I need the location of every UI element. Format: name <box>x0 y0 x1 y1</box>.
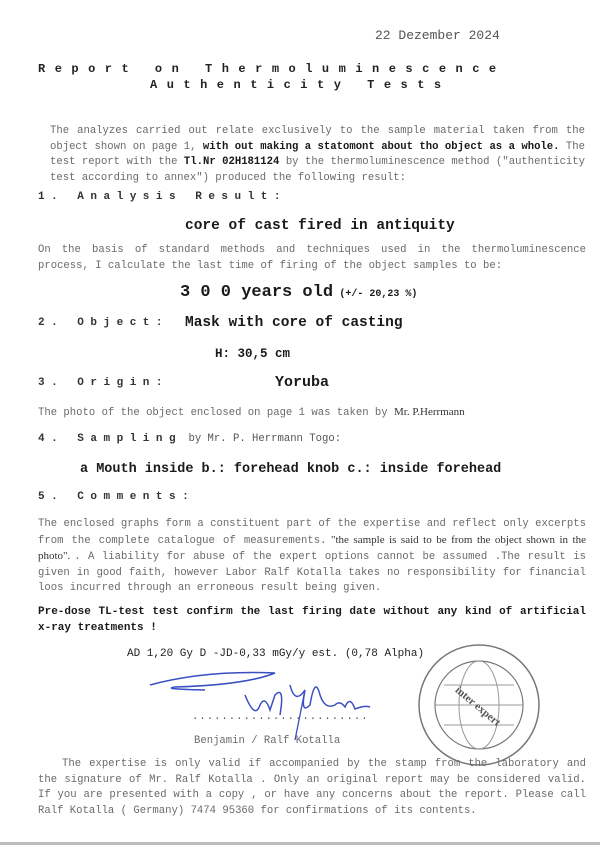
sampling-by: by Mr. P. Herrmann Togo: <box>188 433 342 445</box>
report-title-line1: Report on Thermoluminescence <box>38 62 506 76</box>
section2-heading: 2. Object: <box>38 317 170 329</box>
comments-text-2: . A liability for abuse of the expert options cannot be assumed .The result is given in good faith, however Labor Ralf Kotalla takes no responsibility for financial loos incurred through an erroneous result being given. <box>38 551 586 594</box>
intro-text: The analyzes carried out relate exclusively to the sample material taken from the object shown on page 1, <box>50 125 585 153</box>
report-date: 22 Dezember 2024 <box>375 28 500 43</box>
analysis-result: core of cast fired in antiquity <box>185 218 455 234</box>
signer-name: Benjamin / Ralf Kotalla <box>194 735 341 747</box>
validity-footer: The expertise is only valid if accompanied by the stamp from the laboratory and the signature of Mr. Ralf Kotalla . Only an original report may be considered valid. If you are presented with a copy , or have any concerns about the report. Please call Ralf Kotalla ( Germany) 7474 95360 for confirmations of its contents. <box>38 758 586 817</box>
photo-by: Mr. P.Herrmann <box>394 406 465 418</box>
predose-statement: Pre-dose TL-test test confirm the last firing date without any kind of artificial x-ray treatments ! <box>38 606 586 634</box>
signature <box>145 665 425 740</box>
section3-heading: 3. Origin: <box>38 377 170 389</box>
intro-paragraph <box>50 124 585 186</box>
age-tolerance: (+/- 20,23 %) <box>339 289 418 300</box>
age-result <box>180 283 417 302</box>
photo-note <box>38 406 465 419</box>
origin-value: Yoruba <box>275 374 330 391</box>
report-title-line2: Authenticity Tests <box>150 78 451 92</box>
svg-text:inter expert: inter expert <box>452 684 503 729</box>
sample-locations: a Mouth inside b.: forehead knob c.: inside forehead <box>80 462 502 477</box>
age-value: 3 0 0 years old <box>180 283 334 302</box>
section1-heading: 1. Analysis Result: <box>38 191 287 203</box>
dose-values: AD 1,20 Gy D -JD-0,33 mGy/y est. (0,78 Alpha) <box>127 648 425 660</box>
test-number: Tl.Nr 02H181124 <box>183 156 280 168</box>
intro-text-2: The test report with the <box>50 140 585 168</box>
laboratory-stamp <box>414 640 544 770</box>
section4-heading: 4. Sampling <box>38 433 183 445</box>
intro-text-3: by the thermoluminescence method ("authenticity test according to annex") produced the following result: <box>50 156 585 184</box>
basis-paragraph: On the basis of standard methods and techniques used in the thermoluminescence process, I calculate the last time of firing of the object samples to be: <box>38 244 586 272</box>
object-value: Mask with core of casting <box>185 315 403 331</box>
photo-note-text: The photo of the object enclosed on page 1 was taken by <box>38 407 388 419</box>
object-height: H: 30,5 cm <box>215 347 291 361</box>
section5-heading: 5. Comments: <box>38 491 196 503</box>
section4 <box>38 433 341 445</box>
comments-text: The enclosed graphs form a constituent part of the expertise and reflect only excerpts from the complete catalogue of measurements. <box>38 518 586 547</box>
signature-line: ........................ <box>192 711 369 723</box>
intro-bold-statement: with out making a statomont about tho object as a whole. <box>196 140 560 153</box>
comments-paragraph <box>38 517 586 597</box>
comments-quote: "the sample is said to be from the object shown in the photo". <box>38 533 586 562</box>
page-edge <box>0 842 600 845</box>
